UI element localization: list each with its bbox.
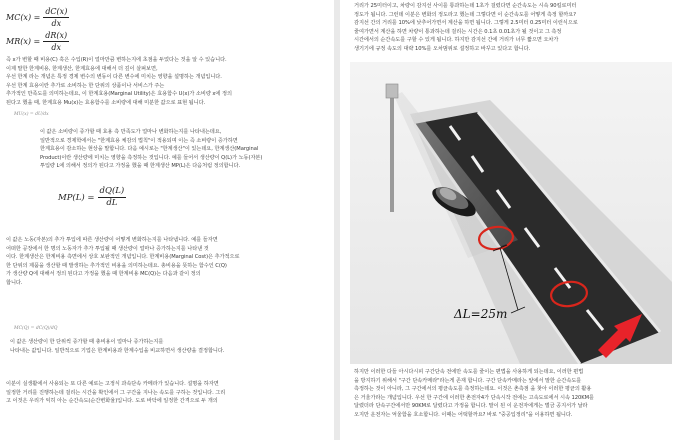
speed-camera-illustration	[350, 62, 672, 364]
formula-mr-fraction	[43, 30, 69, 53]
paragraph-3: 이 값은 노동(자본)의 추가 투입에 따른 생산량이 어떻게 변화하는지를 나타냅니다. 예를 들자면 어떠한 공장에서 한 명의 노동자가 추가 투입될 때 생산량이 얼마나 증가하는지를 나타낸 것 이다. 한계생산은 한계비용 측면에서 상호 보완적인 개념입니다. 한계비용(Marginal Cost)은 추가적으로 한 단위의 제품을 생산할 때 발생하는 추가적인 비용을 의미하는데요. 총비용을 뜻하는 함수인 C(Q) 가 생산량 Q에 대해서 정의 된다고 가정을 했을 때 한계비용 MC(Q)는 다음과 같이 정의 합니다.	[6, 237, 240, 286]
formula-marginal-revenue	[6, 30, 69, 53]
right-paragraph-1: 거리가 25미터이고, 차량이 감지선 사이를 통과하는데 1초가 걸렸다면 순간속도는 시속 90킬로미터 정도가 됩니다. 그런데 이분은 변화의 정도라고 했는데 그렇다면 이 순간속도를 어떻게 측정 할까요? 감지선 간의 거리를 10%에 낮추어가면서 계산을 하면 됩니다. 그렇게 2.5미터 0.25미터 이런식으로 줄여가면서 계산을 하면 차량이 통과하는데 걸리는 시간은 0.1초 0.01초가 될 것이고 그 측정 시간에서의 순간속도를 구할 수 있게 됩니다. 하지만 감지선 간에 거리가 너무 짧으면 오차가 생기기에 규정 속도의 대략 10%를 오차범위로 설정하고 바꾸고 있다고 합니다.	[354, 3, 578, 52]
right-paragraph-2: 하지만 이러한 다들 아시다시피 구간단속 전에만 속도를 줄이는 편법을 사용하게 되는데요, 이러한 편법 을 방지하기 위해서 "구간 단속카메라"라는게 존재 합니다. 구간 단속카메라는 앞에서 말한 순간속도를 측정하는 것이 아니라, 그 구간에서의 평균속도를 측정하는데요. 이것은 촌측점 을 찾아 이러한 평균의 활용 은 거울가라는 개념입니다. 우선 한 구간에 이러한 촌전자4가 단속시작 전에는 고속도로에서 시속 120KM를 달렸더라 단속구간에서만 90KM로 달렸다고 가정을 합니다. 말이 된 이 운전자에게는 벌금 공지서가 날라 오지만 운전자는 억울함을 호소합니다. 이때는 어떡할까요? 바로 "중공입정리"을 이용하면 됩니다.	[354, 369, 595, 418]
formula-mc-lhs: MC(x) =	[6, 13, 41, 22]
formula-mc-fraction	[43, 6, 69, 29]
paragraph-4: 이 값은 생산량이 한 단위씩 증가할 때 총비용이 얼마나 증가하는지를 나타내는 값입니다. 일반적으로 기업은 한계비용과 한계수입을 비교하면서 생산량을 결정합니다.	[10, 339, 225, 354]
formula-mc-numerator: dC(x)	[45, 7, 68, 16]
left-column	[0, 0, 335, 440]
formula-mp-lhs: MP(L) =	[58, 192, 95, 203]
formula-mr-lhs: MR(x) =	[6, 37, 41, 46]
small-formula-mu: MU(x) = dU/dx	[14, 112, 49, 117]
formula-mp-numerator: dQ(L)	[99, 186, 125, 196]
formula-mp-fraction	[98, 186, 127, 209]
formula-marginal-product	[58, 186, 126, 209]
paragraph-2: 이 값은 소비량이 증가할 때 효용 측 만족도가 얼마나 변화하는지를 나타내는데요, 일반적으로 경제학에서는 "한계효용 체감의 법칙"이 적용되며 이는 즉 소비량이 증가하면 한계효용이 감소하는 현상을 말합니다. 다음 예시로는 "한계생산"이 있는데요, 한계생산(Marginal Product)이란 생산량에 미치는 영향을 측정하는 것입니다. 예를 들어서 생산량이 Q(L)가 노동(자본) 투입량 L에 의해서 정의가 된다고 가정을 했을 때 한계생산 MP(L)은 다음처럼 정의합니다.	[40, 129, 263, 170]
formula-marginal-cost	[6, 6, 69, 29]
paragraph-5: 이분이 실생활에서 사용되는 또 다른 예로는 고정식 과속단속 카메라가 있습니다. 설명을 하자면 일정한 거리를 진행하는데 걸리는 시간을 확인에서 그 구간을 지나는 속도를 구하는 것입니다. 그리 고 이것은 우리가 익히 아는 순간속도(순간변화율)입니다. 도로 바닥에 일정한 간격으로 두 개의	[6, 381, 226, 405]
distance-label: ΔL=25m	[454, 307, 508, 321]
camera-pole	[390, 92, 394, 212]
paragraph-1: 즉 x가 변할 때 비용(C) 혹은 수입(R)이 얼마만큼 변하는지에 초점을 두었다는 것을 알 수 있습니다. 이제 말한 한계비용, 한계생산, 한계효용에 대해서 더 깊이 살펴보면, 우선 한계 라는 개념은 특정 경제 변수의 변동이 다른 변수에 미치는 영향을 설명하는 개념입니다. 우선 한계 효용이란 추가로 소비하는 한 단위의 상품이나 서비스가 주는 추가적인 만족도를 의미하는데요, 이 한계효용(Marginal Utility)은 효용함수 U(x)가 소비량 x에 정의 된다고 했을 때, 한계효용 Mu(x)는 효용함수를 소비량에 대해 미분한 값으로 표현 됩니다.	[6, 57, 232, 106]
small-formula-mc: MC(Q) = dC(Q)/dQ	[14, 326, 58, 331]
formula-mr-numerator: dR(x)	[45, 31, 68, 40]
formula-mr-denominator: dx	[51, 43, 61, 52]
speed-camera-icon	[386, 84, 398, 98]
right-column	[340, 0, 686, 440]
formula-mp-denominator: dL	[106, 198, 118, 208]
formula-mc-denominator: dx	[51, 19, 62, 28]
